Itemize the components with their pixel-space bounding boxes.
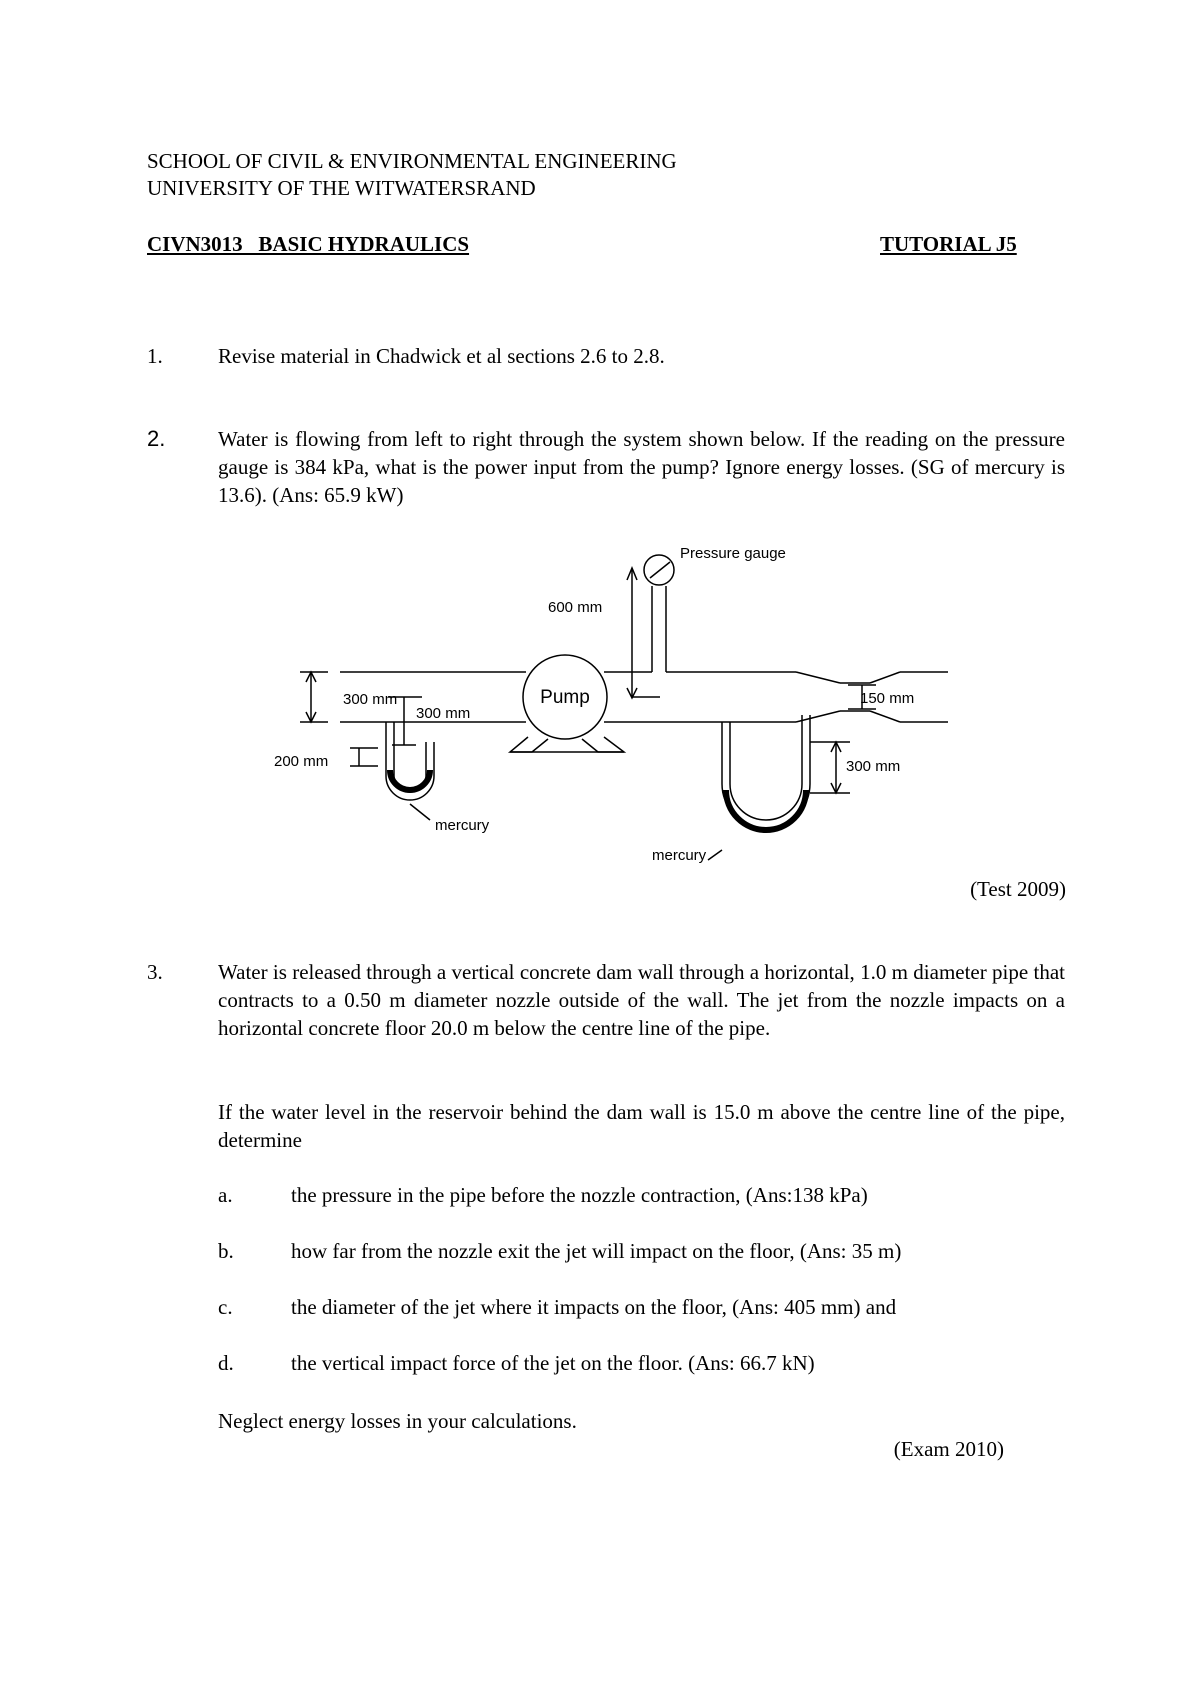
course-title: CIVN3013 BASIC HYDRAULICS — [147, 232, 470, 256]
q3-text: Water is released through a vertical concrete dam wall through a horizontal, 1.0 m diameter pipe that contracts to a 0.50 m diameter nozzle outside of the wall. The jet from the nozzle impacts on a horizontal concrete floor 20.0 m below the centre line of the pipe. — [218, 960, 1065, 1040]
left-manometer-inner — [394, 722, 426, 792]
pump-foot-left — [510, 737, 548, 752]
q3-part-b-text: how far from the nozzle exit the jet will impact on the floor, (Ans: 35 m) — [291, 1239, 902, 1263]
tutorial-title: TUTORIAL J5 — [880, 232, 1017, 256]
q3-text2: If the water level in the reservoir behind the dam wall is 15.0 m above the centre line of the pipe, determine — [218, 1100, 1065, 1152]
q3-source: (Exam 2010) — [893, 1437, 1004, 1461]
label-mercury-left: mercury — [435, 817, 490, 834]
q3-part-c-label: c. — [218, 1295, 233, 1319]
left-mercury — [390, 770, 430, 790]
right-mercury — [726, 790, 806, 830]
label-pressure-gauge: Pressure gauge — [680, 545, 786, 562]
q1-text: Revise material in Chadwick et al sections 2.6 to 2.8. — [218, 344, 665, 368]
right-manometer-inner — [730, 715, 802, 820]
q3-note: Neglect energy losses in your calculations. — [218, 1409, 577, 1433]
label-pump: Pump — [540, 687, 590, 708]
label-300mm-pipe: 300 mm — [343, 691, 398, 708]
school-name: SCHOOL OF CIVIL & ENVIRONMENTAL ENGINEERING — [147, 149, 677, 173]
label-300mm-left: 300 mm — [416, 705, 471, 722]
q3-part-c-text: the diameter of the jet where it impacts on the floor, (Ans: 405 mm) and — [291, 1295, 897, 1319]
q1-number: 1. — [147, 344, 163, 368]
label-600mm: 600 mm — [548, 599, 603, 616]
q3-part-d-text: the vertical impact force of the jet on the floor. (Ans: 66.7 kN) — [291, 1351, 815, 1375]
q2-text: Water is flowing from left to right through the system shown below. If the reading on the pressure gauge is 384 kPa, what is the power input from the pump? Ignore energy losses. (SG of mercury is 13.6). (Ans: 65.9 kW) — [218, 427, 1065, 507]
q2-source: (Test 2009) — [970, 877, 1066, 901]
q3-part-d-label: d. — [218, 1351, 234, 1375]
university-name: UNIVERSITY OF THE WITWATERSRAND — [147, 176, 536, 200]
q2-number: 2. — [147, 426, 166, 451]
q3-part-a-text: the pressure in the pipe before the nozzle contraction, (Ans:138 kPa) — [291, 1183, 868, 1207]
label-300mm-right: 300 mm — [846, 758, 901, 775]
q3-part-b-label: b. — [218, 1239, 234, 1263]
label-150mm: 150 mm — [860, 690, 915, 707]
label-200mm: 200 mm — [274, 753, 329, 770]
q3-part-a-label: a. — [218, 1183, 233, 1207]
q3-number: 3. — [147, 960, 163, 984]
label-mercury-right: mercury — [652, 847, 707, 864]
pump-foot-right — [582, 737, 624, 752]
